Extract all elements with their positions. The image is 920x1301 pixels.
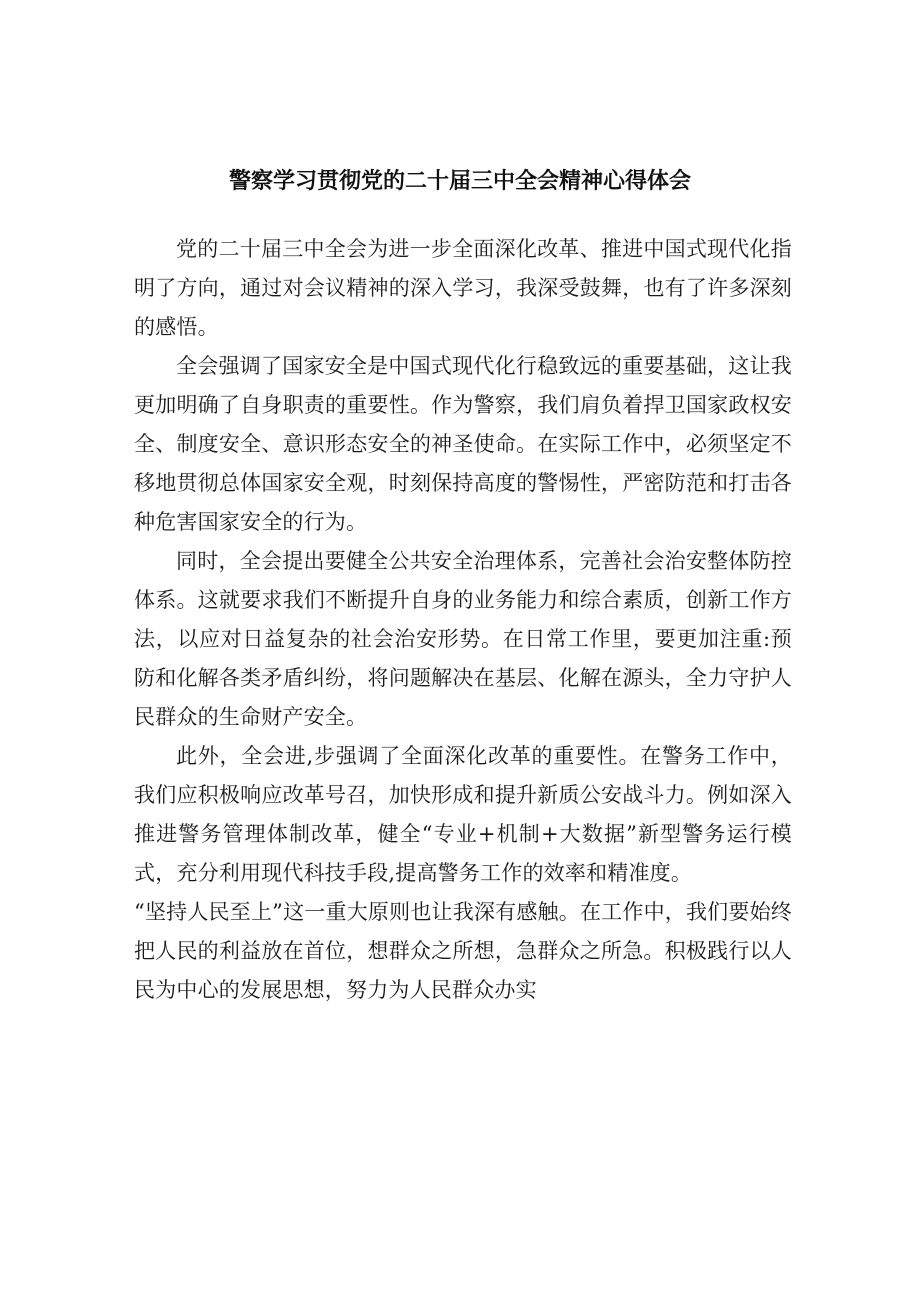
document-title: 警察学习贯彻党的二十届三中全会精神心得体会 (228, 169, 691, 194)
paragraph-3: 同时，全会提出要健全公共安全治理体系，完善社会治安整体防控体系。这就要求我们不断提升自身的业务能力和综合素质，创新工作方法，以应对日益复杂的社会治安形势。在日常工作里，要更加注重:预防和化解各类矛盾纠纷，将问题解决在基层、化解在源头，全力守护人民群众的生命财产安全。 (134, 549, 792, 729)
paragraph-1: 党的二十届三中全会为进一步全面深化改革、推进中国式现代化指明了方向，通过对会议精神的深入学习，我深受鼓舞，也有了许多深刻的感悟。 (134, 237, 792, 339)
paragraph-4: 此外，全会进,步强调了全面深化改革的重要性。在警务工作中，我们应积极响应改革号召，加快形成和提升新质公安战斗力。例如深入推进警务管理体制改革，健全“专业+机制+大数据”新型警务运行模式，充分利用现代科技手段,提高警务工作的效率和精准度。 (134, 744, 792, 885)
document-body (134, 230, 792, 1010)
paragraph-2: 全会强调了国家安全是中国式现代化行稳致远的重要基础，这让我更加明确了自身职责的重要性。作为警察，我们肩负着捍卫国家政权安全、制度安全、意识形态安全的神圣使命。在实际工作中，必须坚定不移地贯彻总体国家安全观，时刻保持高度的警惕性，严密防范和打击各种危害国家安全的行为。 (134, 354, 792, 534)
paragraph-5: “坚持人民至上”这一重大原则也让我深有感触。在工作中，我们要始终把人民的利益放在首位，想群众之所想，急群众之所急。积极践行以人民为中心的发展思想，努力为人民群众办实 (134, 900, 792, 1002)
